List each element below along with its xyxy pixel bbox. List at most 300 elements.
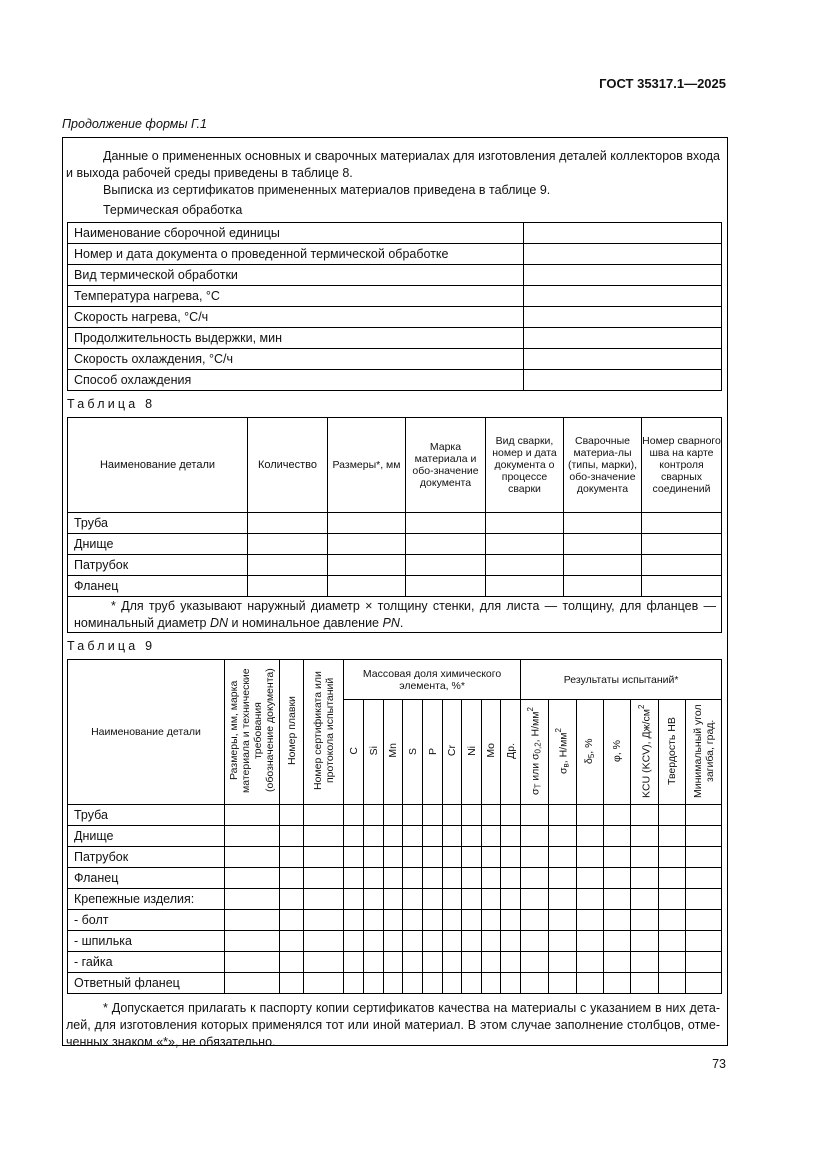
t9-header-test-group: Результаты испытаний*: [521, 660, 722, 700]
t9-cell[interactable]: [462, 952, 482, 973]
t9-cell[interactable]: [304, 868, 344, 889]
t9-cell[interactable]: [225, 805, 280, 826]
heat-treatment-table: [67, 222, 722, 391]
t9-cell[interactable]: [384, 868, 403, 889]
heat-row-label: Температура нагрева, °С: [68, 286, 524, 307]
t9-cell[interactable]: [482, 931, 501, 952]
t9-cell[interactable]: [280, 952, 304, 973]
t9-cell[interactable]: [521, 847, 549, 868]
t8-cell[interactable]: [406, 555, 486, 576]
t9-cell[interactable]: [344, 847, 364, 868]
intro-text-2: Выписка из сертификатов примененных материалов приведена в таблице 9.: [103, 183, 551, 197]
t9-cell[interactable]: [482, 868, 501, 889]
t9-cell[interactable]: [443, 973, 462, 994]
t9-header-bend-angle: [686, 700, 722, 805]
heat-row: [68, 370, 722, 391]
t9-header-cert-text: Номер сертификата или протокола испытаний: [311, 671, 336, 790]
t9-cell[interactable]: [686, 973, 722, 994]
t9-cell[interactable]: [686, 952, 722, 973]
t9-cell[interactable]: [604, 868, 631, 889]
t9-cell[interactable]: [501, 868, 521, 889]
t9-cell[interactable]: [659, 973, 686, 994]
t9-cell[interactable]: [501, 847, 521, 868]
t9-cell[interactable]: [501, 805, 521, 826]
table-row: [68, 576, 722, 597]
t9-cell[interactable]: [686, 847, 722, 868]
t9-cell[interactable]: [344, 931, 364, 952]
t9-cell[interactable]: [577, 847, 604, 868]
t9-cell[interactable]: [521, 931, 549, 952]
t9-cell[interactable]: [462, 868, 482, 889]
t9-cell[interactable]: [364, 847, 384, 868]
t9-cell[interactable]: [403, 952, 423, 973]
t9-cell[interactable]: [443, 931, 462, 952]
t9-cell[interactable]: [384, 889, 403, 910]
t9-cell[interactable]: [364, 952, 384, 973]
t9-cell[interactable]: [462, 910, 482, 931]
t9-header-cert: [304, 660, 344, 805]
t9-header-name: Наименование детали: [68, 660, 225, 805]
t9-row-label: - болт: [68, 910, 225, 931]
t8-cell[interactable]: [248, 534, 328, 555]
t9-cell[interactable]: [577, 910, 604, 931]
t9-cell[interactable]: [225, 847, 280, 868]
t8-cell[interactable]: [248, 513, 328, 534]
t9-cell[interactable]: [280, 973, 304, 994]
t8-cell[interactable]: [486, 513, 564, 534]
t9-row-label: - шпилька: [68, 931, 225, 952]
sigma-v-unit: , Н/мм: [557, 731, 570, 763]
table-row: [68, 513, 722, 534]
t9-cell[interactable]: [304, 805, 344, 826]
t9-cell[interactable]: [604, 910, 631, 931]
table9-footnote: [66, 1000, 720, 1051]
t9-cell[interactable]: [604, 847, 631, 868]
heat-row: [68, 223, 722, 244]
intro-paragraph-2: [66, 182, 720, 199]
t9-cell[interactable]: [225, 868, 280, 889]
t9-cell[interactable]: [686, 868, 722, 889]
t9-cell[interactable]: [443, 805, 462, 826]
t9-cell[interactable]: [344, 952, 364, 973]
t9-cell[interactable]: [225, 973, 280, 994]
table8-caption: Таблица 8: [67, 397, 156, 411]
t9-cell[interactable]: [423, 952, 443, 973]
t9-cell[interactable]: [482, 910, 501, 931]
t9-cell[interactable]: [604, 889, 631, 910]
table-row: [68, 931, 722, 952]
sigma-unit: , Н/мм: [529, 711, 542, 742]
t9-cell[interactable]: [384, 826, 403, 847]
t9-cell[interactable]: [304, 952, 344, 973]
t9-cell[interactable]: [462, 805, 482, 826]
t9-cell[interactable]: [462, 889, 482, 910]
table-row: [68, 826, 722, 847]
t9-cell[interactable]: [631, 847, 659, 868]
t9-cell[interactable]: [501, 889, 521, 910]
t9-cell[interactable]: [423, 847, 443, 868]
t9-cell[interactable]: [549, 826, 577, 847]
t9-cell[interactable]: [364, 805, 384, 826]
t9-cell[interactable]: [384, 931, 403, 952]
table-row: [68, 555, 722, 576]
t9-cell[interactable]: [364, 868, 384, 889]
t8-footnote-part: PN: [382, 615, 400, 630]
t9-cell[interactable]: [482, 952, 501, 973]
t9-cell[interactable]: [304, 931, 344, 952]
t9-cell[interactable]: [443, 889, 462, 910]
t8-header-1: Количество: [248, 418, 328, 513]
t9-cell[interactable]: [364, 889, 384, 910]
t9-cell[interactable]: [577, 868, 604, 889]
t9-chem-text: Ni: [465, 745, 478, 756]
t9-cell[interactable]: [686, 805, 722, 826]
t8-cell[interactable]: [486, 576, 564, 597]
t9-cell[interactable]: [225, 931, 280, 952]
t9-row-label: - гайка: [68, 952, 225, 973]
t9-cell[interactable]: [686, 889, 722, 910]
t9-cell[interactable]: [280, 931, 304, 952]
t9-header-chem-0: [344, 700, 364, 805]
t9-cell[interactable]: [364, 826, 384, 847]
t9-cell[interactable]: [631, 973, 659, 994]
t8-cell[interactable]: [248, 555, 328, 576]
bend-angle-text: Минимальный угол загиба, град.: [691, 703, 716, 798]
t8-cell[interactable]: [328, 534, 406, 555]
t8-cell[interactable]: [486, 534, 564, 555]
t8-row-label: Фланец: [68, 576, 248, 597]
t9-cell[interactable]: [577, 952, 604, 973]
t9-cell[interactable]: [631, 805, 659, 826]
t8-cell[interactable]: [328, 576, 406, 597]
t9-cell[interactable]: [659, 826, 686, 847]
t9-header-phi: [604, 700, 631, 805]
t9-header-chem-1: [364, 700, 384, 805]
heat-row-label: Скорость нагрева, °С/ч: [68, 307, 524, 328]
t9-cell[interactable]: [304, 826, 344, 847]
t9-cell[interactable]: [659, 910, 686, 931]
t8-header-0: Наименование детали: [68, 418, 248, 513]
t9-cell[interactable]: [280, 889, 304, 910]
t9-cell[interactable]: [344, 868, 364, 889]
t9-cell[interactable]: [423, 931, 443, 952]
t9-cell[interactable]: [521, 973, 549, 994]
table-row: [68, 889, 722, 910]
table9-caption: Таблица 9: [67, 639, 156, 653]
t9-cell[interactable]: [423, 973, 443, 994]
t9-cell[interactable]: [604, 973, 631, 994]
t9-cell[interactable]: [686, 826, 722, 847]
t9-chem-text: Др.: [504, 742, 517, 759]
t9-cell[interactable]: [443, 826, 462, 847]
heat-row-value[interactable]: [524, 328, 722, 349]
t9-cell[interactable]: [604, 826, 631, 847]
t9-cell[interactable]: [549, 910, 577, 931]
t9-cell[interactable]: [631, 952, 659, 973]
t9-cell[interactable]: [403, 910, 423, 931]
t8-footnote-part: DN: [209, 615, 229, 630]
t9-cell[interactable]: [686, 910, 722, 931]
t9-chem-text: Cr: [446, 744, 458, 757]
t9-cell[interactable]: [344, 889, 364, 910]
table9-footnote-text: * Допускается прилагать к паспорту копии сертификатов качества на материалы с указанием в них дета-лей, для изготовления которых применялся тот или иной материал. В этом случае заполнение столбцов, отме-ченных знаком «*», не обязательно.: [66, 1001, 720, 1049]
t9-cell[interactable]: [549, 805, 577, 826]
t9-cell[interactable]: [225, 952, 280, 973]
t9-cell[interactable]: [521, 826, 549, 847]
t9-cell[interactable]: [225, 910, 280, 931]
t9-cell[interactable]: [304, 889, 344, 910]
t9-cell[interactable]: [577, 826, 604, 847]
t8-cell[interactable]: [642, 534, 722, 555]
delta-subscript: 5: [586, 752, 596, 758]
t8-header-4: Вид сварки, номер и дата документа о процессе сварки: [486, 418, 564, 513]
t8-cell[interactable]: [248, 576, 328, 597]
t9-row-label: Труба: [68, 805, 225, 826]
t9-cell[interactable]: [280, 826, 304, 847]
table-row: [68, 973, 722, 994]
table-row: [68, 868, 722, 889]
intro-text-1: Данные о примененных основных и сварочных материалах для изготовления деталей коллекторов входа и выхода рабочей среды приведены в таблице 8.: [66, 149, 720, 180]
t8-cell[interactable]: [486, 555, 564, 576]
t9-cell[interactable]: [364, 973, 384, 994]
t9-cell[interactable]: [686, 931, 722, 952]
t9-cell[interactable]: [631, 826, 659, 847]
t9-cell[interactable]: [423, 868, 443, 889]
t9-cell[interactable]: [443, 910, 462, 931]
t9-chem-text: Mn: [387, 743, 399, 758]
t9-cell[interactable]: [482, 805, 501, 826]
t9-cell[interactable]: [225, 826, 280, 847]
t9-cell[interactable]: [659, 889, 686, 910]
t9-header-size: [225, 660, 280, 805]
t9-cell[interactable]: [304, 847, 344, 868]
t9-cell[interactable]: [344, 910, 364, 931]
t9-header-chem-3: [403, 700, 423, 805]
t9-cell[interactable]: [549, 847, 577, 868]
t8-cell[interactable]: [328, 513, 406, 534]
t9-cell[interactable]: [521, 868, 549, 889]
t8-cell[interactable]: [642, 555, 722, 576]
t9-cell[interactable]: [423, 805, 443, 826]
t9-cell[interactable]: [577, 805, 604, 826]
t9-cell[interactable]: [462, 826, 482, 847]
heat-row: [68, 307, 722, 328]
t9-cell[interactable]: [423, 910, 443, 931]
t9-cell[interactable]: [604, 805, 631, 826]
sigma-v-symbol: σ: [557, 767, 570, 774]
t8-cell[interactable]: [642, 513, 722, 534]
continuation-title: Продолжение формы Г.1: [62, 117, 207, 131]
t9-cell[interactable]: [280, 847, 304, 868]
delta-symbol: δ: [582, 757, 595, 764]
t8-cell[interactable]: [328, 555, 406, 576]
t9-chem-text: Si: [367, 745, 380, 756]
t9-cell[interactable]: [482, 889, 501, 910]
heat-row: [68, 349, 722, 370]
heat-row-value[interactable]: [524, 286, 722, 307]
heat-row-value[interactable]: [524, 307, 722, 328]
t8-cell[interactable]: [406, 513, 486, 534]
heat-row: [68, 286, 722, 307]
t8-header-5: Сварочные материа-лы (типы, марки), обо-значение документа: [564, 418, 642, 513]
t9-cell[interactable]: [403, 931, 423, 952]
t8-cell[interactable]: [564, 555, 642, 576]
t9-cell[interactable]: [549, 931, 577, 952]
t9-header-chem-8: [501, 700, 521, 805]
t9-cell[interactable]: [344, 805, 364, 826]
t9-cell[interactable]: [501, 931, 521, 952]
heat-row-label: Продолжительность выдержки, мин: [68, 328, 524, 349]
t9-cell[interactable]: [482, 826, 501, 847]
t8-cell[interactable]: [642, 576, 722, 597]
heat-row-label: Скорость охлаждения, °С/ч: [68, 349, 524, 370]
t9-cell[interactable]: [462, 931, 482, 952]
t9-cell[interactable]: [443, 847, 462, 868]
t9-cell[interactable]: [501, 952, 521, 973]
t9-cell[interactable]: [384, 847, 403, 868]
sigma-or: или σ: [529, 752, 542, 784]
t9-cell[interactable]: [384, 805, 403, 826]
t9-cell[interactable]: [521, 910, 549, 931]
t9-header-chem-6: [462, 700, 482, 805]
phi-text: φ, %: [611, 739, 624, 762]
t8-row-label: Днище: [68, 534, 248, 555]
t9-cell[interactable]: [577, 973, 604, 994]
t9-header-chem-4: [423, 700, 443, 805]
t9-cell[interactable]: [462, 847, 482, 868]
t9-cell[interactable]: [631, 931, 659, 952]
t9-cell[interactable]: [280, 805, 304, 826]
kcu-unit-power: 2: [637, 703, 647, 709]
t9-chem-text: S: [406, 747, 419, 755]
t9-header-sigma-v: [549, 700, 577, 805]
heat-row-value[interactable]: [524, 223, 722, 244]
t9-cell[interactable]: [280, 910, 304, 931]
heat-row-label: Наименование сборочной единицы: [68, 223, 524, 244]
t9-cell[interactable]: [577, 889, 604, 910]
t9-cell[interactable]: [631, 889, 659, 910]
t9-cell[interactable]: [659, 868, 686, 889]
t9-cell[interactable]: [501, 910, 521, 931]
heat-row-value[interactable]: [524, 370, 722, 391]
t9-cell[interactable]: [304, 973, 344, 994]
heat-row-value[interactable]: [524, 265, 722, 286]
table-row: [68, 952, 722, 973]
heat-row-value[interactable]: [524, 244, 722, 265]
t9-cell[interactable]: [403, 973, 423, 994]
t9-cell[interactable]: [501, 973, 521, 994]
t8-footnote-part: и номинальное давление: [228, 615, 383, 630]
t9-header-heat-text: Номер плавки: [285, 696, 298, 765]
t8-footnote-row: [68, 597, 722, 633]
t9-cell[interactable]: [659, 847, 686, 868]
t9-row-label: Фланец: [68, 868, 225, 889]
t8-cell[interactable]: [406, 576, 486, 597]
t9-cell[interactable]: [549, 952, 577, 973]
t9-cell[interactable]: [225, 889, 280, 910]
t8-footnote-part: * Для труб указывают наружный диаметр × толщину стенки, для листа — толщину, для фланцев — номинальный диаметр: [74, 598, 716, 630]
t9-cell[interactable]: [384, 973, 403, 994]
t9-cell[interactable]: [280, 868, 304, 889]
t9-cell[interactable]: [549, 889, 577, 910]
intro-text-3: Термическая обработка: [103, 203, 243, 217]
t9-cell[interactable]: [659, 805, 686, 826]
t9-cell[interactable]: [364, 931, 384, 952]
t9-header-chem-7: [482, 700, 501, 805]
t9-cell[interactable]: [443, 868, 462, 889]
t9-cell[interactable]: [521, 805, 549, 826]
t9-cell[interactable]: [549, 973, 577, 994]
table8: [67, 417, 722, 633]
t8-cell[interactable]: [406, 534, 486, 555]
t9-cell[interactable]: [344, 826, 364, 847]
t9-cell[interactable]: [659, 931, 686, 952]
t9-cell[interactable]: [384, 952, 403, 973]
t9-cell[interactable]: [423, 889, 443, 910]
t9-cell[interactable]: [631, 910, 659, 931]
t9-row-label: Ответный фланец: [68, 973, 225, 994]
t9-cell[interactable]: [403, 805, 423, 826]
page-number: 73: [712, 1057, 726, 1071]
t8-row-label: Труба: [68, 513, 248, 534]
t9-cell[interactable]: [384, 910, 403, 931]
t9-cell[interactable]: [604, 952, 631, 973]
t9-cell[interactable]: [443, 952, 462, 973]
t8-header-3: Марка материала и обо-значение документа: [406, 418, 486, 513]
t9-row-label: Днище: [68, 826, 225, 847]
t9-chem-text: P: [426, 747, 439, 755]
t9-cell[interactable]: [423, 826, 443, 847]
t9-cell[interactable]: [462, 973, 482, 994]
t9-cell[interactable]: [344, 973, 364, 994]
t8-cell[interactable]: [564, 534, 642, 555]
sigma-t-subscript: Т: [533, 783, 543, 788]
sigma-v-unit-power: 2: [553, 727, 563, 732]
sigma-unit-power: 2: [525, 706, 535, 711]
t9-cell[interactable]: [577, 931, 604, 952]
sigma-v-subscript: в: [561, 762, 571, 767]
t9-cell[interactable]: [403, 826, 423, 847]
t9-cell[interactable]: [501, 826, 521, 847]
heat-row: [68, 328, 722, 349]
t8-cell[interactable]: [564, 513, 642, 534]
delta-unit: , %: [582, 737, 595, 753]
t9-cell[interactable]: [403, 847, 423, 868]
t9-cell[interactable]: [482, 847, 501, 868]
t9-cell[interactable]: [631, 868, 659, 889]
t9-row-label: Патрубок: [68, 847, 225, 868]
table-row: [68, 910, 722, 931]
t9-cell[interactable]: [521, 889, 549, 910]
t8-cell[interactable]: [564, 576, 642, 597]
t9-cell[interactable]: [482, 973, 501, 994]
document-header: ГОСТ 35317.1—2025: [599, 76, 726, 91]
heat-row-value[interactable]: [524, 349, 722, 370]
t9-cell[interactable]: [364, 910, 384, 931]
t8-row-label: Патрубок: [68, 555, 248, 576]
t9-cell[interactable]: [604, 931, 631, 952]
t9-cell[interactable]: [403, 889, 423, 910]
intro-paragraph-1: [66, 148, 720, 182]
t9-cell[interactable]: [659, 952, 686, 973]
t9-cell[interactable]: [304, 910, 344, 931]
t9-row-label: Крепежные изделия:: [68, 889, 225, 910]
t9-cell[interactable]: [521, 952, 549, 973]
t9-cell[interactable]: [403, 868, 423, 889]
table-row: [68, 534, 722, 555]
t9-header-size-text: Размеры, мм, марка материала и технические требования (обозначение документа): [228, 668, 276, 793]
t9-cell[interactable]: [549, 868, 577, 889]
